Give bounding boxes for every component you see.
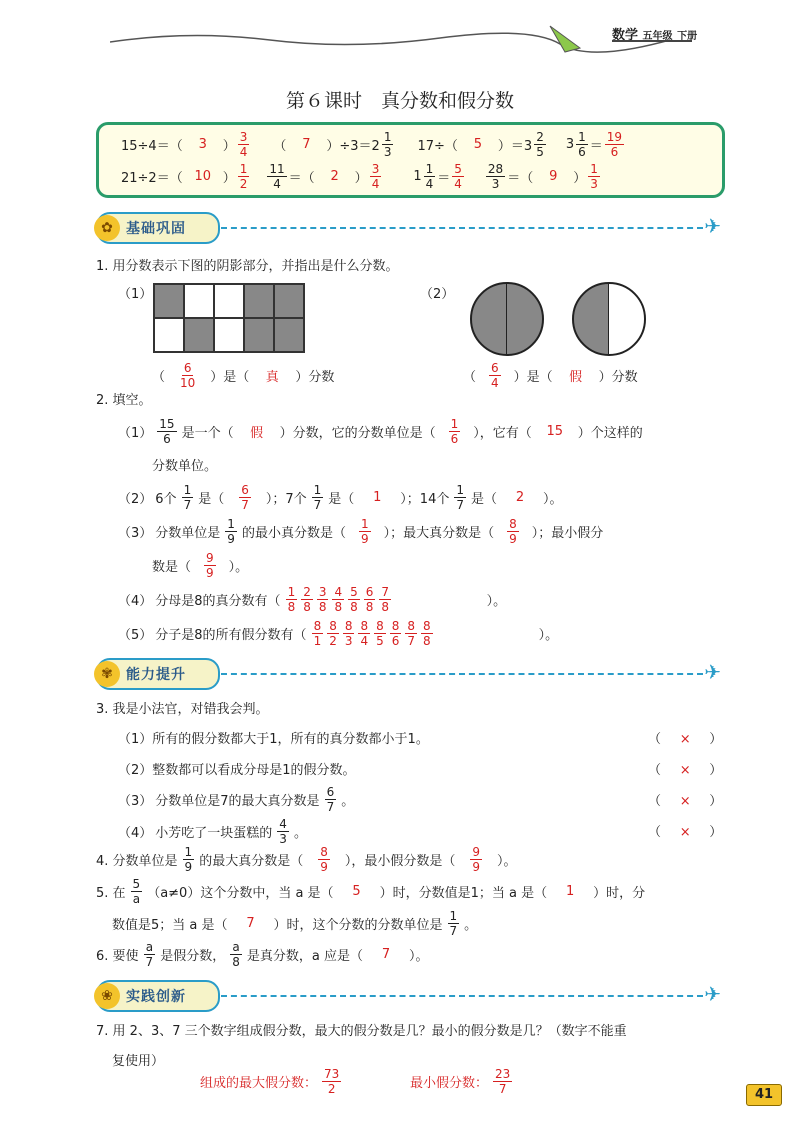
answer-fraction: $\frac{8}{1}$ xyxy=(313,619,322,648)
plane-icon: ✈ xyxy=(704,660,721,684)
q4: 4. 分数单位是 $\frac{1}{9}$ 的最大真分数是（ $\frac{8}{9}$ ），最小假分数是（ $\frac{9}{9}$ ）。 xyxy=(96,845,517,874)
review-row-1: 15÷4＝（ 3 ） $\frac{3}{4}$ （ 7 ）÷3＝2 $\frac{1}{3}$ 17÷（ 5 ）＝3 $\frac{2}{5}$ 3 $\frac{1}{6}$ ＝ $\frac{19}{6}$ xyxy=(121,130,623,159)
q2-c-cont: 数是（ $\frac{9}{9}$ ）。 xyxy=(152,551,249,580)
q3-mark-1: （ × ） xyxy=(648,732,723,747)
answer-fraction: $\frac{4}{8}$ xyxy=(334,585,343,614)
answer-fraction: $\frac{8}{4}$ xyxy=(360,619,369,648)
section-ability: ✾ 能力提升 ✈ xyxy=(96,658,721,688)
answer-fraction: $\frac{6}{8}$ xyxy=(365,585,374,614)
answer-fraction: $\frac{8}{3}$ xyxy=(344,619,353,648)
q3-item-2: （2）整数都可以看成分母是1的假分数。 xyxy=(118,763,356,778)
answer-fraction: $\frac{8}{5}$ xyxy=(376,619,384,648)
page-title: 第６课时 真分数和假分数 xyxy=(285,90,514,112)
q1-answer-2: （ $\frac{6}{4}$ ）是（ 假 ）分数 xyxy=(463,361,638,390)
bee-icon: ✾ xyxy=(94,661,120,687)
q6: 6. 要使 $\frac{a}{7}$ 是假分数， $\frac{a}{8}$ 是真分数，a 应是（ 7 ）。 xyxy=(96,940,429,969)
q3-stem: 3. 我是小法官，对错我会判。 xyxy=(96,702,269,717)
page-number: 41 xyxy=(746,1084,782,1106)
plane-icon: ✈ xyxy=(704,982,721,1006)
q3-item-1: （1）所有的假分数都大于1，所有的真分数都小于1。 xyxy=(118,732,429,747)
answer-fraction: $\frac{5}{8}$ xyxy=(350,585,358,614)
q1-answer-1: （ $\frac{6}{10}$ ）是（ 真 ）分数 xyxy=(152,361,335,390)
gear-icon: ✿ xyxy=(94,215,120,241)
q3-item-3: （3） 分数单位是7的最大真分数是 $\frac{6}{7}$ 。 xyxy=(118,785,355,814)
plane-icon: ✈ xyxy=(704,214,721,238)
answer-fraction: $\frac{3}{8}$ xyxy=(318,585,327,614)
q3-mark-4: （ × ） xyxy=(648,825,723,840)
q2-c: （3） 分数单位是 $\frac{1}{9}$ 的最小真分数是（ $\frac{1}{9}$ ）；最大真分数是（ $\frac{8}{9}$ ）；最小假分 xyxy=(118,517,604,546)
q7-answer-1: 组成的最大假分数： $\frac{73}{2}$ xyxy=(200,1067,340,1096)
answer-fraction: $\frac{7}{8}$ xyxy=(381,585,390,614)
header-wave xyxy=(110,20,670,60)
q3-mark-3: （ × ） xyxy=(648,794,723,809)
review-box xyxy=(96,122,725,198)
answer-fraction: $\frac{8}{7}$ xyxy=(407,619,416,648)
q1-stem: 1. 用分数表示下图的阴影部分，并指出是什么分数。 xyxy=(96,259,399,274)
q2-stem: 2. 填空。 xyxy=(96,393,152,408)
q5: 5. 在 $\frac{5}{a}$ （a≠0）这个分数中，当 a 是（ 5 ）时，分数值是1；当 a 是（ 1 ）时，分 xyxy=(96,877,646,906)
q3-mark-2: （ × ） xyxy=(648,763,723,778)
answer-fraction: $\frac{8}{8}$ xyxy=(423,619,431,648)
answer-fraction: $\frac{8}{6}$ xyxy=(391,619,400,648)
circle-2 xyxy=(572,282,646,356)
review-row-2: 21÷2＝（ 10 ） $\frac{1}{2}$ $\frac{11}{4}$ ＝（ 2 ） $\frac{3}{4}$ 1 $\frac{1}{4}$ ＝ $\frac{5}{4}$ $\frac{28}{3}$ ＝（ 9 ） $\frac{1}{3}$ xyxy=(121,162,598,191)
header-underline xyxy=(612,40,692,42)
q3-item-4: （4） 小芳吃了一块蛋糕的 $\frac{4}{3}$ 。 xyxy=(118,817,307,846)
answer-fraction: $\frac{2}{8}$ xyxy=(303,585,311,614)
q2-e: （5） 分子是8的所有假分数有（ $\frac{8}{1}$ $\frac{8}{2}$ $\frac{8}{3}$ $\frac{8}{4}$ $\frac{8}{5}$ $\frac{8}{6}$ $\frac{8}{7}$ $\frac{8}{8}$ ）。 xyxy=(118,619,559,648)
q7-answer-2: 最小假分数： $\frac{23}{7}$ xyxy=(410,1067,511,1096)
q2-b: （2） 6个 $\frac{1}{7}$ 是（ $\frac{6}{7}$ ）；7个 $\frac{1}{7}$ 是（ 1 ）；14个 $\frac{1}{7}$ 是（ 2 ）。 xyxy=(118,483,563,512)
answer-fraction: $\frac{1}{8}$ xyxy=(287,585,296,614)
header-label: 数学 五年级 下册 xyxy=(612,28,698,43)
section-practice: ❀ 实践创新 ✈ xyxy=(96,980,721,1010)
answer-fraction: $\frac{8}{2}$ xyxy=(329,619,337,648)
q5-cont: 数值是5；当 a 是（ 7 ）时，这个分数的分数单位是 $\frac{1}{7}$ 。 xyxy=(112,909,478,938)
section-basic: ✿ 基础巩固 ✈ xyxy=(96,212,721,242)
q2-a: （1） $\frac{15}{6}$ 是一个（ 假 ）分数，它的分数单位是（ $\frac{1}{6}$ ），它有（ 15 ）个这样的 xyxy=(118,417,643,446)
shaded-grid xyxy=(153,283,305,353)
q7-stem: 7. 用 2、3、7 三个数字组成假分数，最大的假分数是几？最小的假分数是几？（数字不能重 xyxy=(96,1024,627,1039)
circle-1 xyxy=(470,282,544,356)
q2-d: （4） 分母是8的真分数有（ $\frac{1}{8}$ $\frac{2}{8}$ $\frac{3}{8}$ $\frac{4}{8}$ $\frac{5}{8}$ $\frac{6}{8}$ $\frac{7}{8}$ ）。 xyxy=(118,585,507,614)
snail-icon: ❀ xyxy=(94,983,120,1009)
